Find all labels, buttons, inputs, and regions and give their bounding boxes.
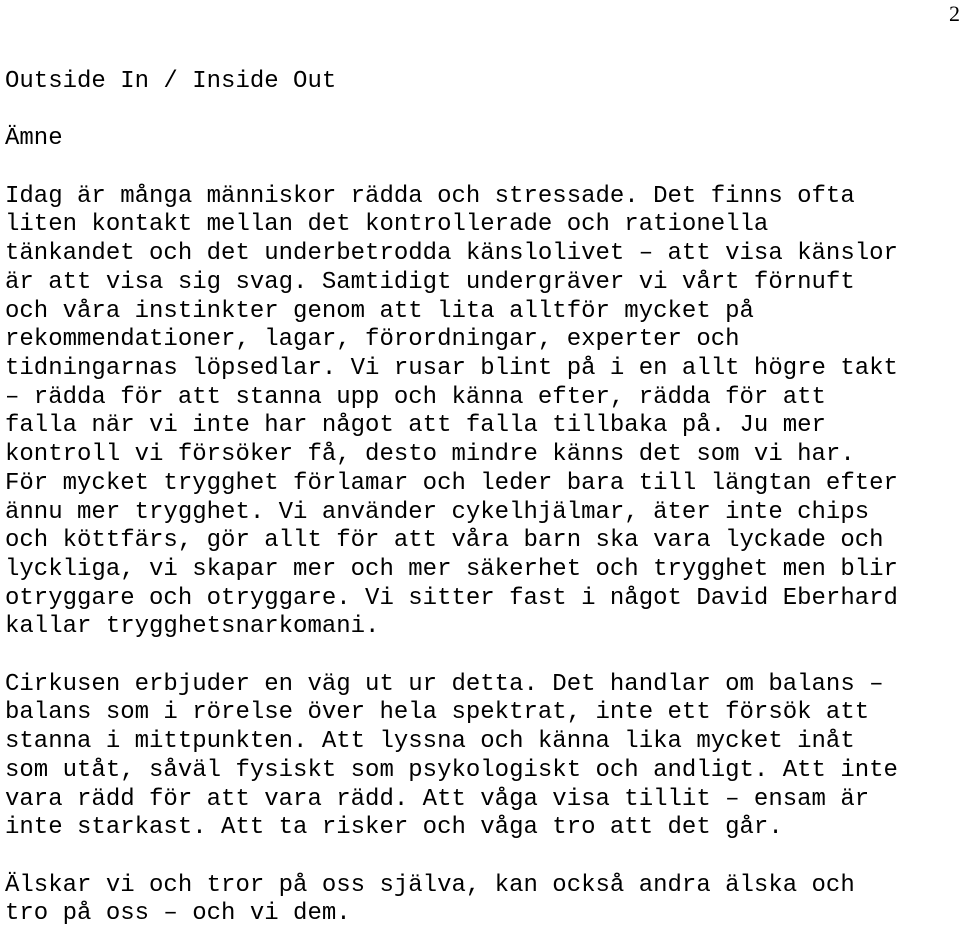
paragraph-line: som utåt, såväl fysiskt som psykologiskt och andligt. Att inte xyxy=(5,756,898,784)
paragraph-line: tro på oss – och vi dem. xyxy=(5,900,351,928)
paragraph-line: rekommendationer, lagar, förordningar, experter och xyxy=(5,326,740,354)
paragraph-line: otryggare och otryggare. Vi sitter fast i något David Eberhard xyxy=(5,584,898,612)
paragraph-line: och våra instinkter genom att lita alltför mycket på xyxy=(5,297,754,325)
document-title: Outside In / Inside Out xyxy=(5,68,337,95)
paragraph-line: tänkandet och det underbetrodda känslolivet – att visa känslor xyxy=(5,240,898,268)
paragraph-line: balans som i rörelse över hela spektrat, inte ett försök att xyxy=(5,699,870,727)
paragraph-line: vara rädd för att vara rädd. Att våga visa tillit – ensam är xyxy=(5,785,870,813)
paragraph-line: kontroll vi försöker få, desto mindre känns det som vi har. xyxy=(5,441,855,469)
paragraph xyxy=(5,872,955,929)
paragraph-line: lyckliga, vi skapar mer och mer säkerhet och trygghet men blir xyxy=(5,555,898,583)
paragraph-line: Cirkusen erbjuder en väg ut ur detta. Det handlar om balans – xyxy=(5,670,884,698)
paragraph-line: stanna i mittpunkten. Att lyssna och känna lika mycket inåt xyxy=(5,728,855,756)
paragraph-line: tidningarnas löpsedlar. Vi rusar blint på i en allt högre takt xyxy=(5,355,898,382)
paragraph-line: liten kontakt mellan det kontrollerade och rationella xyxy=(5,211,769,239)
paragraph-line: ännu mer trygghet. Vi använder cykelhjälmar, äter inte chips xyxy=(5,498,870,526)
paragraph-line: falla när vi inte har något att falla tillbaka på. Ju mer xyxy=(5,412,826,440)
paragraph-line: För mycket trygghet förlamar och leder bara till längtan efter xyxy=(5,469,898,497)
document-body xyxy=(5,68,955,929)
document-subject: Ämne xyxy=(5,125,63,153)
paragraph-line: Idag är många människor rädda och stressade. Det finns ofta xyxy=(5,182,855,210)
paragraph-line: kallar trygghetsnarkomani. xyxy=(5,613,380,641)
paragraph-line: och köttfärs, gör allt för att våra barn ska vara lyckade och xyxy=(5,527,884,555)
paragraph xyxy=(5,671,955,843)
paragraph-line: är att visa sig svag. Samtidigt undergräver vi vårt förnuft xyxy=(5,268,855,296)
paragraph-line: Älskar vi och tror på oss själva, kan också andra älska och xyxy=(5,871,855,899)
paragraphs xyxy=(5,183,955,929)
page-number: 2 xyxy=(949,1,960,26)
paragraph-line: inte starkast. Att ta risker och våga tro att det går. xyxy=(5,814,783,842)
paragraph-line: – rädda för att stanna upp och känna efter, rädda för att xyxy=(5,383,826,411)
paragraph xyxy=(5,183,955,642)
